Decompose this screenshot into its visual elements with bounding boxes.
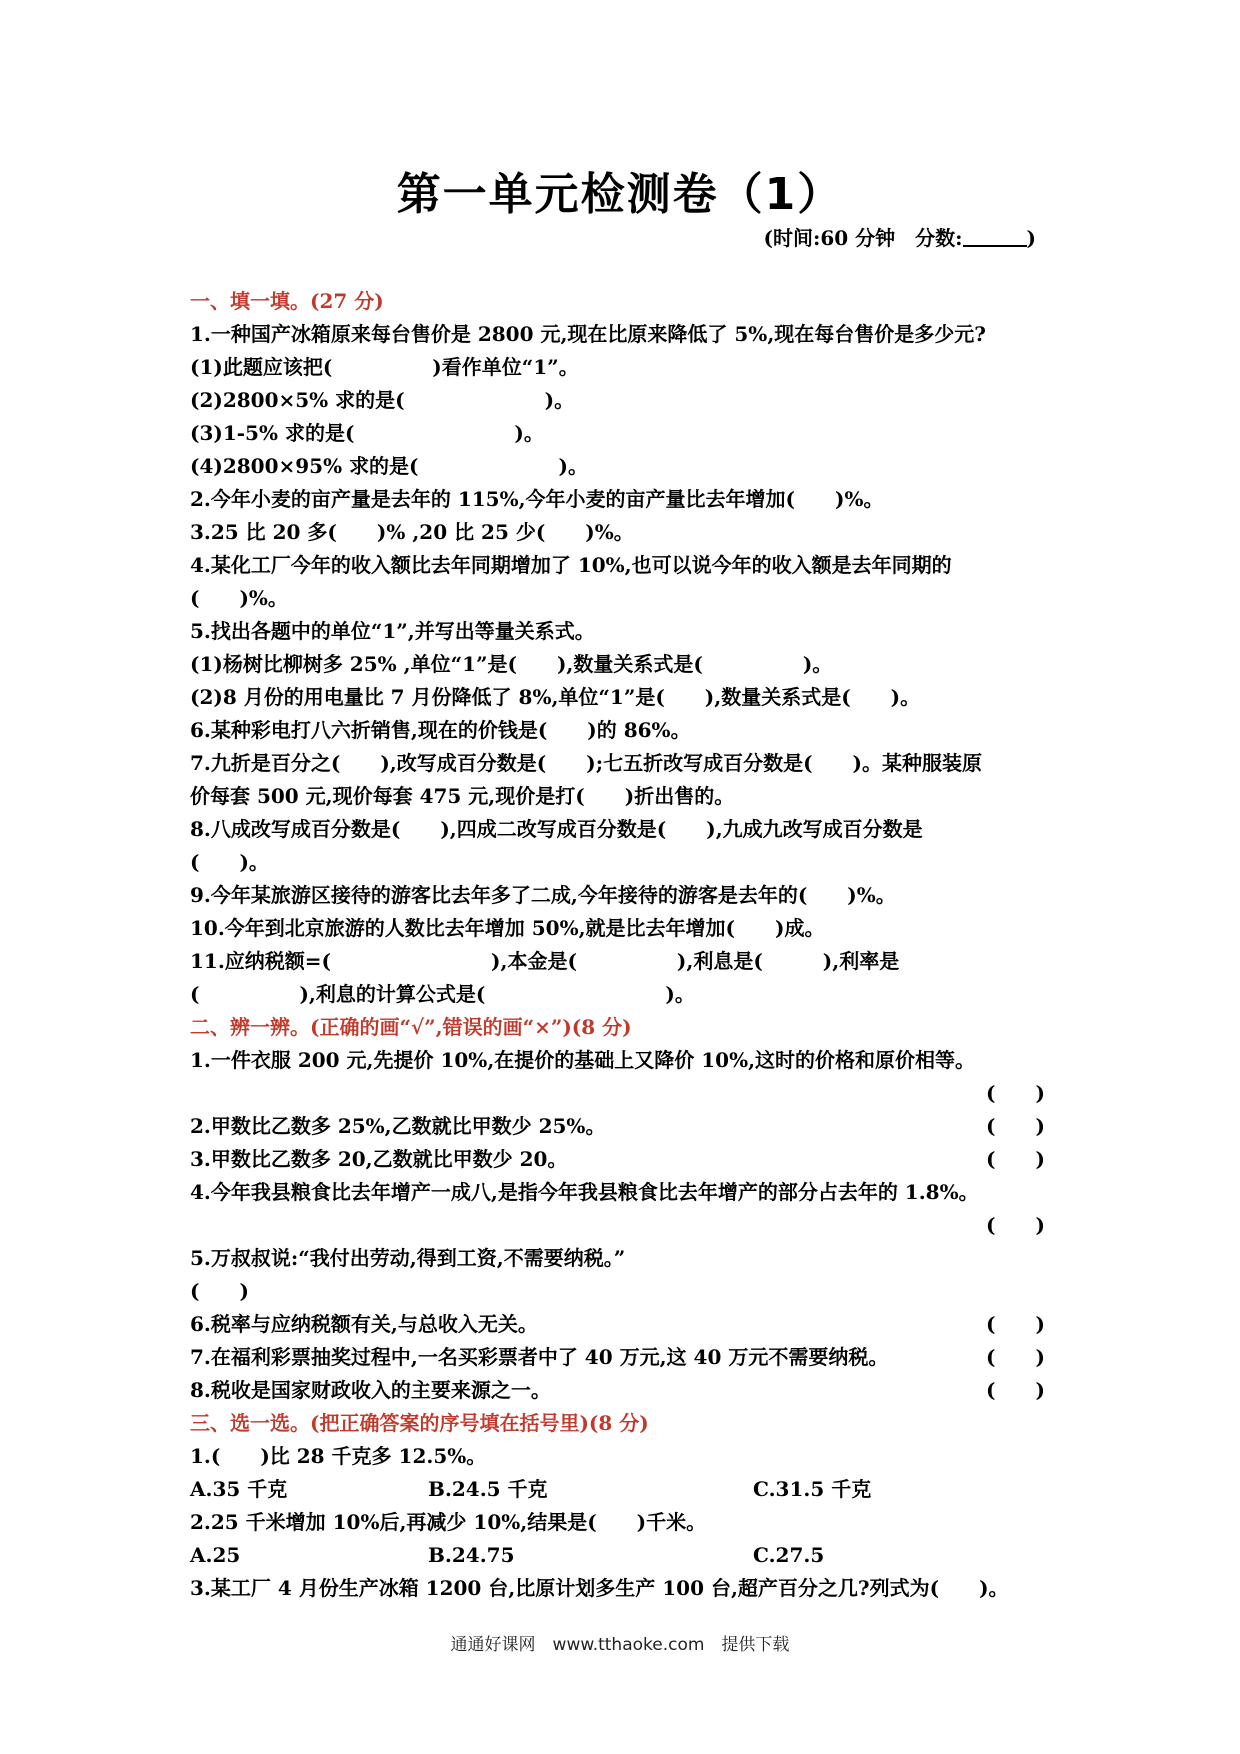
- choice-q2: 2.25 千米增加 10%后,再减少 10%,结果是( )千米。: [190, 1510, 707, 1534]
- judge-q3: 3.甲数比乙数多 20,乙数就比甲数少 20。: [190, 1147, 568, 1171]
- fill-q8: 8.八成改写成百分数是( ),四成二改写成百分数是( ),九成九改写成百分数是: [190, 817, 923, 841]
- fill-q7: 7.九折是百分之( ),改写成百分数是( );七五折改写成百分数是( )。某种服装原: [190, 751, 983, 775]
- judge-q6-answer[interactable]: ( ): [986, 1312, 1045, 1336]
- choice-q1-option-c[interactable]: C.31.5 千克: [753, 1477, 872, 1501]
- choice-q1: 1.( )比 28 千克多 12.5%。: [190, 1444, 487, 1468]
- judge-q7: 7.在福利彩票抽奖过程中,一名买彩票者中了 40 万元,这 40 万元不需要纳税。: [190, 1345, 889, 1369]
- section-fill-heading: 一、填一填。(27 分): [190, 289, 384, 313]
- fill-q1-2: (2)2800×5% 求的是( )。: [190, 388, 575, 412]
- fill-q4-cont: ( )%。: [190, 586, 288, 610]
- judge-q8-answer[interactable]: ( ): [986, 1378, 1045, 1402]
- page-title: 第一单元检测卷（1）: [396, 169, 844, 220]
- fill-q8-cont: ( )。: [190, 850, 269, 874]
- judge-q1-answer-row: [190, 1077, 1060, 1110]
- choice-q2-option-a[interactable]: A.25: [190, 1543, 241, 1567]
- section-choice-heading: 三、选一选。(把正确答案的序号填在括号里)(8 分): [190, 1411, 649, 1435]
- choice-q1-options: [190, 1473, 1060, 1506]
- judge-q1-answer[interactable]: ( ): [986, 1081, 1045, 1105]
- judge-q1: 1.一件衣服 200 元,先提价 10%,在提价的基础上又降价 10%,这时的价格和原价相等。: [190, 1048, 976, 1072]
- judge-q7-row: [190, 1341, 1060, 1374]
- score-blank: [963, 227, 1027, 247]
- fill-q5: 5.找出各题中的单位“1”,并写出等量关系式。: [190, 619, 595, 643]
- judge-q4-answer-row: [190, 1209, 1060, 1242]
- judge-q4: 4.今年我县粮食比去年增产一成八,是指今年我县粮食比去年增产的部分占去年的 1.8%。: [190, 1180, 979, 1204]
- judge-q3-answer[interactable]: ( ): [986, 1147, 1045, 1171]
- fill-q1-3: (3)1-5% 求的是( )。: [190, 421, 544, 445]
- choice-q1-option-a[interactable]: A.35 千克: [190, 1477, 288, 1501]
- judge-q8-row: [190, 1374, 1060, 1407]
- fill-q1-4: (4)2800×95% 求的是( )。: [190, 454, 588, 478]
- judge-q6-row: [190, 1308, 1060, 1341]
- judge-q2-answer[interactable]: ( ): [986, 1114, 1045, 1138]
- fill-q11-cont: ( ),利息的计算公式是( )。: [190, 982, 695, 1006]
- fill-q5-1: (1)杨树比柳树多 25% ,单位“1”是( ),数量关系式是( )。: [190, 652, 833, 676]
- fill-q10: 10.今年到北京旅游的人数比去年增加 50%,就是比去年增加( )成。: [190, 916, 825, 940]
- judge-q8: 8.税收是国家财政收入的主要来源之一。: [190, 1378, 551, 1402]
- choice-q1-option-b[interactable]: B.24.5 千克: [428, 1477, 548, 1501]
- time-score-label: (时间:60 分钟 分数:: [763, 226, 963, 250]
- judge-q7-answer[interactable]: ( ): [986, 1345, 1045, 1369]
- fill-q11: 11.应纳税额=( ),本金是( ),利息是( ),利率是: [190, 949, 900, 973]
- judge-q2: 2.甲数比乙数多 25%,乙数就比甲数少 25%。: [190, 1114, 606, 1138]
- judge-q4-answer[interactable]: ( ): [986, 1213, 1045, 1237]
- fill-q9: 9.今年某旅游区接待的游客比去年多了二成,今年接待的游客是去年的( )%。: [190, 883, 896, 907]
- judge-q5-answer-row: [190, 1275, 1060, 1308]
- fill-q1: 1.一种国产冰箱原来每台售价是 2800 元,现在比原来降低了 5%,现在每台售价是多少元?: [190, 322, 986, 346]
- fill-q7-cont: 价每套 500 元,现价每套 475 元,现价是打( )折出售的。: [190, 784, 735, 808]
- judge-q5: 5.万叔叔说:“我付出劳动,得到工资,不需要纳税。”: [190, 1246, 626, 1270]
- footer-source: 通通好课网 www.tthaoke.com 提供下载: [450, 1635, 790, 1655]
- meta-close: ): [1026, 226, 1036, 250]
- section-judge-heading: 二、辨一辨。(正确的画“√”,错误的画“×”)(8 分): [190, 1015, 632, 1039]
- choice-q2-options: [190, 1539, 1060, 1572]
- fill-q3: 3.25 比 20 多( )% ,20 比 25 少( )%。: [190, 520, 634, 544]
- fill-q2: 2.今年小麦的亩产量是去年的 115%,今年小麦的亩产量比去年增加( )%。: [190, 487, 884, 511]
- judge-q3-row: [190, 1143, 1060, 1176]
- judge-q2-row: [190, 1110, 1060, 1143]
- judge-q5-answer[interactable]: ( ): [190, 1279, 249, 1303]
- judge-q6: 6.税率与应纳税额有关,与总收入无关。: [190, 1312, 538, 1336]
- choice-q2-option-c[interactable]: C.27.5: [753, 1543, 825, 1567]
- exam-content: [190, 285, 1060, 1605]
- fill-q5-2: (2)8 月份的用电量比 7 月份降低了 8%,单位“1”是( ),数量关系式是( )。: [190, 685, 921, 709]
- exam-meta: [764, 222, 1037, 251]
- choice-q2-option-b[interactable]: B.24.75: [428, 1543, 515, 1567]
- fill-q4: 4.某化工厂今年的收入额比去年同期增加了 10%,也可以说今年的收入额是去年同期的: [190, 553, 952, 577]
- fill-q6: 6.某种彩电打八六折销售,现在的价钱是( )的 86%。: [190, 718, 691, 742]
- fill-q1-1: (1)此题应该把( )看作单位“1”。: [190, 355, 579, 379]
- choice-q3: 3.某工厂 4 月份生产冰箱 1200 台,比原计划多生产 100 台,超产百分之几?列式为( )。: [190, 1576, 1009, 1600]
